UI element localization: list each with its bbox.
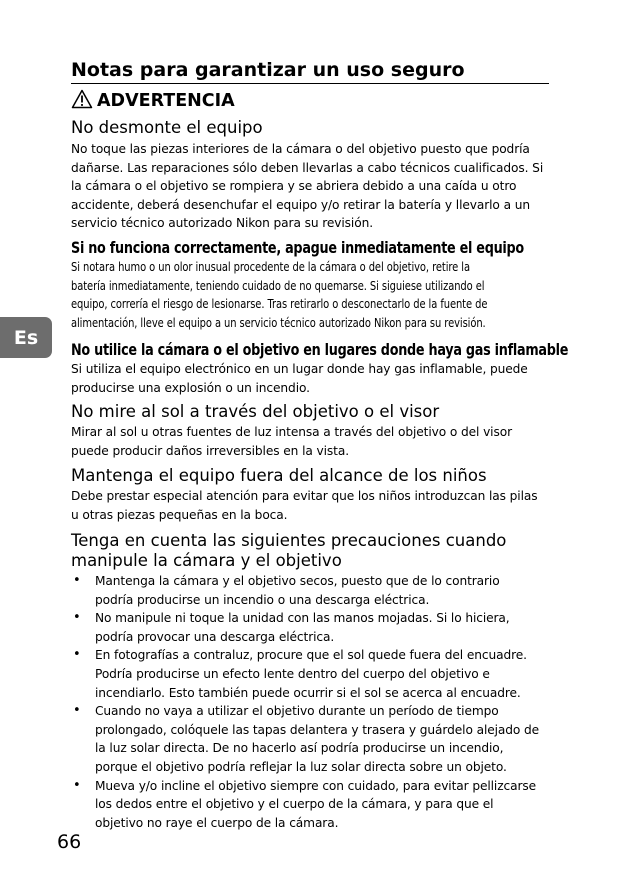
text-line: la cámara o el objetivo se rompiera y se abriera debido a una caída u otro	[71, 179, 517, 194]
text-line: batería inmediatamente, teniendo cuidado de no quemarse. Si siguiese utilizando el	[71, 278, 485, 293]
text-line: los dedos entre el objetivo y el cuerpo de la cámara, y para que el	[95, 797, 494, 812]
list-item	[71, 702, 555, 776]
page-number: 66	[57, 831, 82, 853]
title-line: manipule la cámara y el objetivo	[71, 551, 342, 570]
text-line: prolongado, colóquele las tapas delantera y trasera y guárdelo alejado de	[95, 722, 540, 737]
section-disassemble	[71, 118, 555, 233]
list-item	[71, 646, 555, 702]
title-line: Tenga en cuenta las siguientes precauciones cuando	[71, 531, 507, 550]
warning-triangle-icon	[71, 89, 93, 109]
text-line: equipo, correría el riesgo de lesionarse. Tras retirarlo o desconectarlo de la fuente de	[71, 297, 488, 312]
language-tab: Es	[0, 317, 52, 358]
text-line: Podría producirse un efecto lente dentro del cuerpo del objetivo e	[95, 666, 490, 681]
warning-label: ADVERTENCIA	[97, 91, 235, 111]
warning-heading	[71, 88, 235, 114]
text-line: la luz solar directa. De no hacerlo así podría producirse un incendio,	[95, 741, 504, 756]
section-title: Mantenga el equipo fuera del alcance de los niños	[71, 466, 487, 485]
section-title: No mire al sol a través del objetivo o el visor	[71, 402, 440, 421]
section-body	[71, 258, 553, 332]
text-line: porque el objetivo podría reflejar la luz solar directa sobre un objeto.	[95, 759, 507, 774]
text-line: producirse una explosión o un incendio.	[71, 380, 310, 395]
section-body	[71, 487, 555, 524]
text-line: • Cuando no vaya a utilizar el objetivo durante un período de tiempo	[95, 704, 499, 719]
text-line: No toque las piezas interiores de la cámara o del objetivo puesto que podría	[71, 142, 530, 156]
text-line: alimentación, lleve el equipo a un servicio técnico autorizado Nikon para su revisión.	[71, 315, 486, 330]
text-line: puede producir daños irreversibles en la vista.	[71, 443, 349, 458]
text-line: Si notara humo o un olor inusual procedente de la cámara o del objetivo, retire la	[71, 260, 470, 274]
list-item	[71, 609, 555, 646]
list-item	[71, 572, 555, 609]
text-line: incendiarlo. Esto también puede ocurrir si el sol se acerca al encuadre.	[95, 685, 521, 700]
section-sun	[71, 402, 555, 460]
text-line: objetivo no raye el cuerpo de la cámara.	[95, 815, 339, 830]
section-title: No desmonte el equipo	[71, 118, 263, 137]
section-title: No utilice la cámara o el objetivo en lugares donde haya gas inflamable	[71, 340, 569, 359]
precautions-list	[71, 572, 555, 832]
section-malfunction	[71, 238, 555, 332]
section-flammable	[71, 340, 569, 397]
text-line: dañarse. Las reparaciones sólo deben llevarlas a cabo técnicos cualificados. Si	[71, 160, 544, 175]
section-children	[71, 466, 555, 524]
text-line: accidente, deberá desenchufar el equipo y/o retirar la batería y llevarlo a un	[71, 197, 530, 212]
section-body	[71, 140, 555, 233]
text-line: podría producirse un incendio o una descarga eléctrica.	[95, 592, 430, 607]
section-body	[71, 423, 555, 460]
page-title: Notas para garantizar un uso seguro	[71, 58, 549, 84]
section-precautions	[71, 531, 555, 832]
text-line: u otras piezas pequeñas en la boca.	[71, 507, 288, 522]
text-line: Si utiliza el equipo electrónico en un lugar donde hay gas inflamable, puede	[71, 362, 528, 376]
text-line: Mirar al sol u otras fuentes de luz intensa a través del objetivo o del visor	[71, 425, 512, 439]
text-line: servicio técnico autorizado Nikon para su revisión.	[71, 216, 373, 231]
list-item	[71, 777, 555, 833]
section-body	[71, 360, 555, 397]
section-title: Si no funciona correctamente, apague inmediatamente el equipo	[71, 238, 524, 257]
text-line: • Mantenga la cámara y el objetivo secos, puesto que de lo contrario	[95, 574, 500, 588]
text-line: • Mueva y/o incline el objetivo siempre con cuidado, para evitar pellizcarse	[95, 778, 537, 793]
text-line: • En fotografías a contraluz, procure que el sol quede fuera del encuadre.	[95, 648, 527, 663]
text-line: podría provocar una descarga eléctrica.	[95, 629, 335, 644]
section-title	[71, 531, 555, 571]
text-line: Debe prestar especial atención para evitar que los niños introduzcan las pilas	[71, 489, 538, 503]
text-line: • No manipule ni toque la unidad con las manos mojadas. Si lo hiciera,	[95, 611, 510, 626]
